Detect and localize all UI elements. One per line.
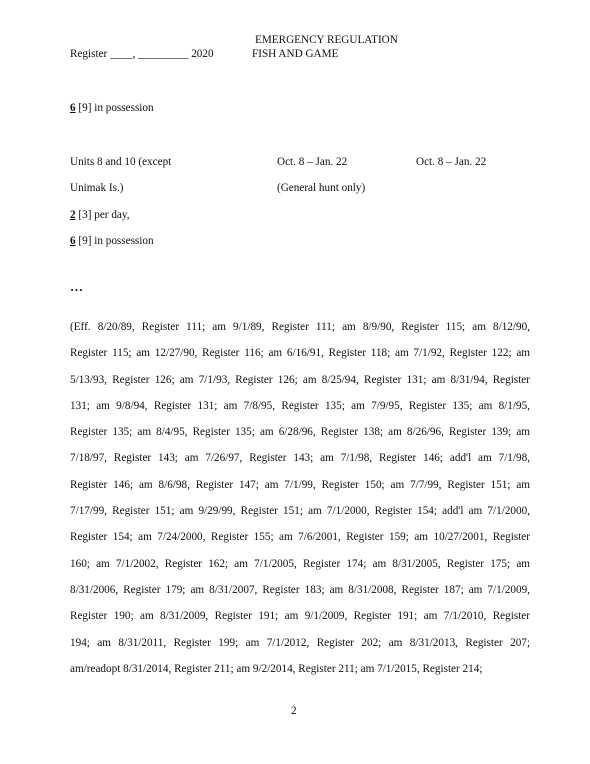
per-day-limit (70, 210, 130, 221)
history-line: 131; am 9/8/94, Register 131; am 7/8/95, Register 135; am 7/9/95, Register 135; am 8/1/95, (70, 399, 530, 412)
header-title: EMERGENCY REGULATION (255, 34, 398, 46)
amended-number: 6 (70, 102, 76, 114)
history-line: 5/13/93, Register 126; am 7/1/93, Register 126; am 8/25/94, Register 131; am 8/31/94, Register (70, 373, 530, 386)
possession-text: [9] in possession (75, 235, 154, 247)
history-line: 8/31/2006, Register 179; am 8/31/2007, Register 183; am 8/31/2008, Register 187; am 7/1/2009, (70, 583, 530, 596)
header-register-line: Register ____, _________ 2020 (70, 48, 214, 60)
history-line: Register 135; am 8/4/95, Register 135; am 6/28/96, Register 138; am 8/26/96, Register 139; am (70, 426, 530, 439)
unimak-label: Unimak Is.) (70, 182, 124, 194)
history-line: 7/17/99, Register 151; am 9/29/99, Register 151; am 7/1/2000, Register 154; add'l am 7/1/2000, (70, 505, 530, 518)
history-line: Register 154; am 7/24/2000, Register 155; am 7/6/2001, Register 159; am 10/27/2001, Register (70, 531, 530, 544)
history-line: 160; am 7/1/2002, Register 162; am 7/1/2005, Register 174; am 8/31/2005, Register 175; am (70, 557, 530, 570)
history-line: Register 115; am 12/27/90, Register 116; am 6/16/91, Register 118; am 7/1/92, Register 122; am (70, 347, 530, 360)
omission-ellipsis: … (70, 279, 84, 294)
units-label: Units 8 and 10 (except (70, 156, 172, 168)
possession-limit (70, 236, 154, 247)
amended-number: 6 (70, 235, 76, 247)
season-dates-resident: Oct. 8 – Jan. 22 (277, 156, 348, 168)
history-line: Register 190; am 8/31/2009, Register 191; am 9/1/2009, Register 191; am 7/1/2010, Register (70, 610, 530, 623)
history-note (70, 320, 530, 688)
possession-line-top (70, 103, 154, 114)
amended-number: 2 (70, 209, 76, 221)
season-dates-nonresident: Oct. 8 – Jan. 22 (416, 156, 487, 168)
history-line: (Eff. 8/20/89, Register 111; am 9/1/89, Register 111; am 8/9/90, Register 115; am 8/12/90, (70, 321, 530, 333)
history-line: Register 146; am 8/6/98, Register 147; am 7/1/99, Register 150; am 7/7/99, Register 151; am (70, 478, 530, 491)
general-hunt-label: (General hunt only) (277, 182, 366, 194)
history-line: 7/18/97, Register 143; am 7/26/97, Register 143; am 7/1/98, Register 146; add'l am 7/1/98, (70, 452, 530, 465)
history-line: am/readopt 8/31/2014, Register 211; am 9/2/2014, Register 211; am 7/1/2015, Register 214; (70, 662, 483, 675)
header-agency: FISH AND GAME (252, 48, 339, 60)
possession-text: [9] in possession (75, 102, 154, 114)
per-day-text: [3] per day, (75, 209, 130, 221)
history-line: 194; am 8/31/2011, Register 199; am 7/1/2012, Register 202; am 8/31/2013, Register 207; (70, 636, 530, 649)
page-number: 2 (291, 705, 297, 717)
